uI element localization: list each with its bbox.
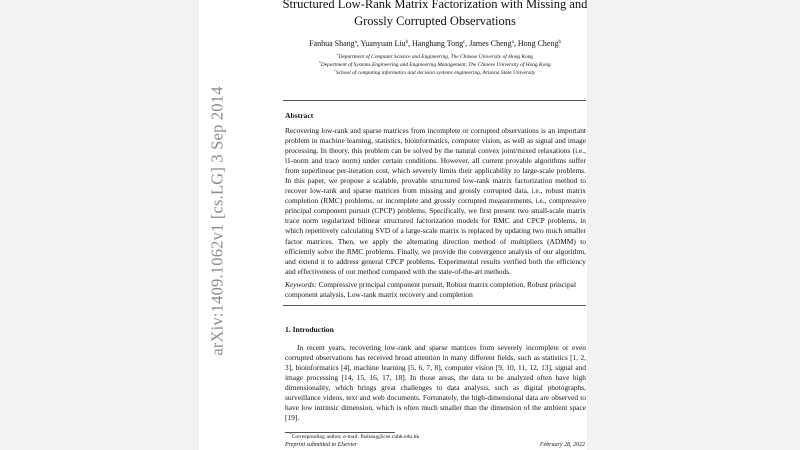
affiliation-item: $^a$Department of Computer Science and Engineering, The Chinese University of Hong Kong xyxy=(336,52,534,60)
abstract-heading: Abstract xyxy=(285,111,314,120)
affiliation-item: $^b$Department of Systems Engineering and Engineering Management, The Chinese University of Hong Kong xyxy=(319,59,551,68)
arxiv-stamp-text: arXiv:1409.1062v1 [cs.LG] 3 Sep 2014 xyxy=(208,86,227,356)
preprint-note: Preprint submitted to Elsevier xyxy=(285,442,358,448)
affiliation-item: $^c$School of computing informatics and decision systems engineering, Arizona State University xyxy=(334,67,536,76)
author-name: Fanhua Shang xyxy=(309,39,355,48)
paper-title xyxy=(270,0,600,30)
preprint-date: February 28, 2022 xyxy=(539,442,585,448)
abstract-bottom-rule xyxy=(283,305,586,306)
footnote: *Corresponding author, e-mail: fhshang@cse.cuhk.edu.hk xyxy=(290,432,420,440)
keywords-label: Keywords: xyxy=(285,280,317,289)
right-margin-background xyxy=(587,0,800,450)
author-name: James Cheng xyxy=(469,39,512,48)
keywords xyxy=(285,280,586,300)
title-line-2: Grossly Corrupted Observations xyxy=(354,14,516,28)
author-name: Yuanyuan Liu xyxy=(360,39,406,48)
author-list: Fanhua Shang$^a$, Yuanyuan Liu$^b$, Hanghang Tong$^c$, James Cheng$^a$, Hong Cheng$^b$ xyxy=(309,39,561,48)
author-name: Hong Cheng xyxy=(517,39,559,48)
affiliation-list xyxy=(256,54,614,77)
left-margin-background xyxy=(0,0,199,450)
author-name: Hanghang Tong xyxy=(412,39,464,48)
title-line-1: Structured Low-Rank Matrix Factorization with Missing and xyxy=(282,0,588,11)
abstract-top-rule xyxy=(283,100,586,101)
section-heading: 1. Introduction xyxy=(285,325,334,334)
keywords-text: Compressive principal component pursuit, Robust matrix completion, Robust principal component analysis, Low-rank matrix recovery and completion xyxy=(285,280,577,300)
abstract-text: Recovering low-rank and sparse matrices from incomplete or corrupted observations is an important problem in machine learning, statistics, bioinformatics, computer vision, as well as signal and image processing. In theory, this problem can be solved by the natural convex joint/mixed relaxations (i.e., l1-norm and trace norm) under certain conditions. However, all current provable algorithms suffer from superlinear per-iteration cost, which severely limits their applicability to large-scale problems. In this paper, we propose a scalable, provable structured low-rank matrix factorization method to recover low-rank and sparse matrices from missing and grossly corrupted data, i.e., robust matrix completion (RMC) problems, or incomplete and grossly corrupted measurements, i.e., compressive principal component pursuit (CPCP) problems. Specifically, we first present two small-scale matrix trace norm regularized bilinear structured factorization models for RMC and CPCP problems, in which repetitively calculating SVD of a large-scale matrix is replaced by updating two much smaller factor matrices. Then, we apply the alternating direction method of multipliers (ADMM) to efficiently solve the RMC problems. Finally, we provide the convergence analysis of our algorithm, and extend it to address general CPCP problems. Experimental results verified both the efficiency and effectiveness of our method compared with the state-of-the-art methods. xyxy=(285,126,586,276)
arxiv-stamp xyxy=(198,86,238,356)
intro-text: In recent years, recovering low-rank and sparse matrices from severely incomplete or even corrupted observations has received broad attention in many different fields, such as statistics [1, 2, 3], bioinformatics [4], machine learning [5, 6, 7, 8], computer vision [9, 10, 11, 12, 13], signal and image processing [14, 15, 16, 17, 18]. In those areas, the data to be analyzed often have high dimensionality, which brings great challenges to data analysis, such as digital photographs, surveillance videos, text and web documents. Fortunately, the high-dimensional data are observed to have low intrinsic dimension, which is often much smaller than the dimension of the ambient space [19]. xyxy=(285,343,586,423)
